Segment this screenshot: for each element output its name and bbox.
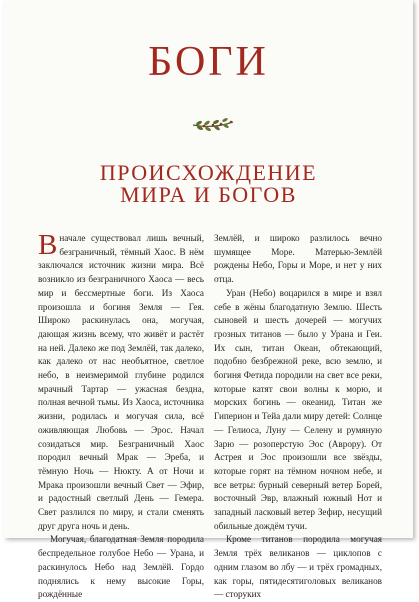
left-text-column <box>38 229 204 602</box>
section-title-line-2: МИРА И БОГОВ <box>120 182 297 207</box>
paragraph-text: начале существовал лишь вечный, безграничный, тёмный Хаос. В нём заключался источник жизни мира. Всё возникло из безграничного Хаоса — весь мир и бессмертные боги. Из Хаоса произошла и богиня Земля — Гея. Широко раскинулась она, могучая, дающая жизнь всему, что живёт и растёт на ней. Далеко же под Землёй, так далеко, как далеко от нас необъятное, светлое небо, в неизмеримой глубине родился мрачный Тартар — ужасная бездна, полная вечной тьмы. Из Хаоса, источника жизни, родилась и могучая сила, всё оживляющая Любовь — Эрос. Начал созидаться мир. Безграничный Хаос породил вечный Мрак — Эреба, и тёмную Ночь — Нюкту. А от Ночи и Мрака произошли вечный Свет — Эфир, и радостный светлый День — Гемера. Свет разлился по миру, и стали сменять друг друга ночь и день. <box>38 233 204 531</box>
drop-cap: В <box>38 229 58 261</box>
paragraph <box>38 229 204 533</box>
book-page <box>4 0 413 600</box>
paragraph: Могучая, благодатная Земля породила беспредельное голубое Небо — Урана, и раскинулось Небо над Землёй. Гордо поднялись к нему высокие Горы, рождённые <box>38 534 204 600</box>
chapter-title: БОГИ <box>148 39 269 85</box>
section-title <box>4 162 413 206</box>
laurel-branch-icon <box>190 113 236 133</box>
paragraph: Кроме титанов породила могучая Земля трёх великанов — циклопов с одним глазом во лбу — и трёх громадных, как горы, пятидесятиголовых великанов — сторуких <box>214 534 382 600</box>
paragraph: Землёй, и широко разлилось вечно шумящее Море. Матерью-Землёй рождены Небо, Горы и Море, и нет у них отца. <box>214 233 382 285</box>
section-title-line-1: ПРОИСХОЖДЕНИЕ <box>99 160 318 185</box>
right-text-column <box>214 232 382 602</box>
paragraph: Уран (Небо) воцарился в мире и взял себе в жёны благодатную Землю. Шесть сыновей и шесть дочерей — могучих грозных титанов — было у Урана и Геи. Их сын, титан Океан, обтекающий, подобно безбрежной реке, всю землю, и богиня Фетида породили на свет все реки, которые катят свои волны к морю, и морских богинь — океанид. Титан же Гиперион и Тейа дали миру детей: Солнце — Гелиоса, Луну — Селену и румяную Зарю — розоперстую Эос (Аврору). От Астрея и Эос произошли все звёзды, которые горят на тёмном ночном небе, и все ветры: бурный северный ветер Борей, восточный Эвр, влажный южный Нот и западный ласковый ветер Зефир, несущий обильные дождём тучи. <box>214 287 382 531</box>
